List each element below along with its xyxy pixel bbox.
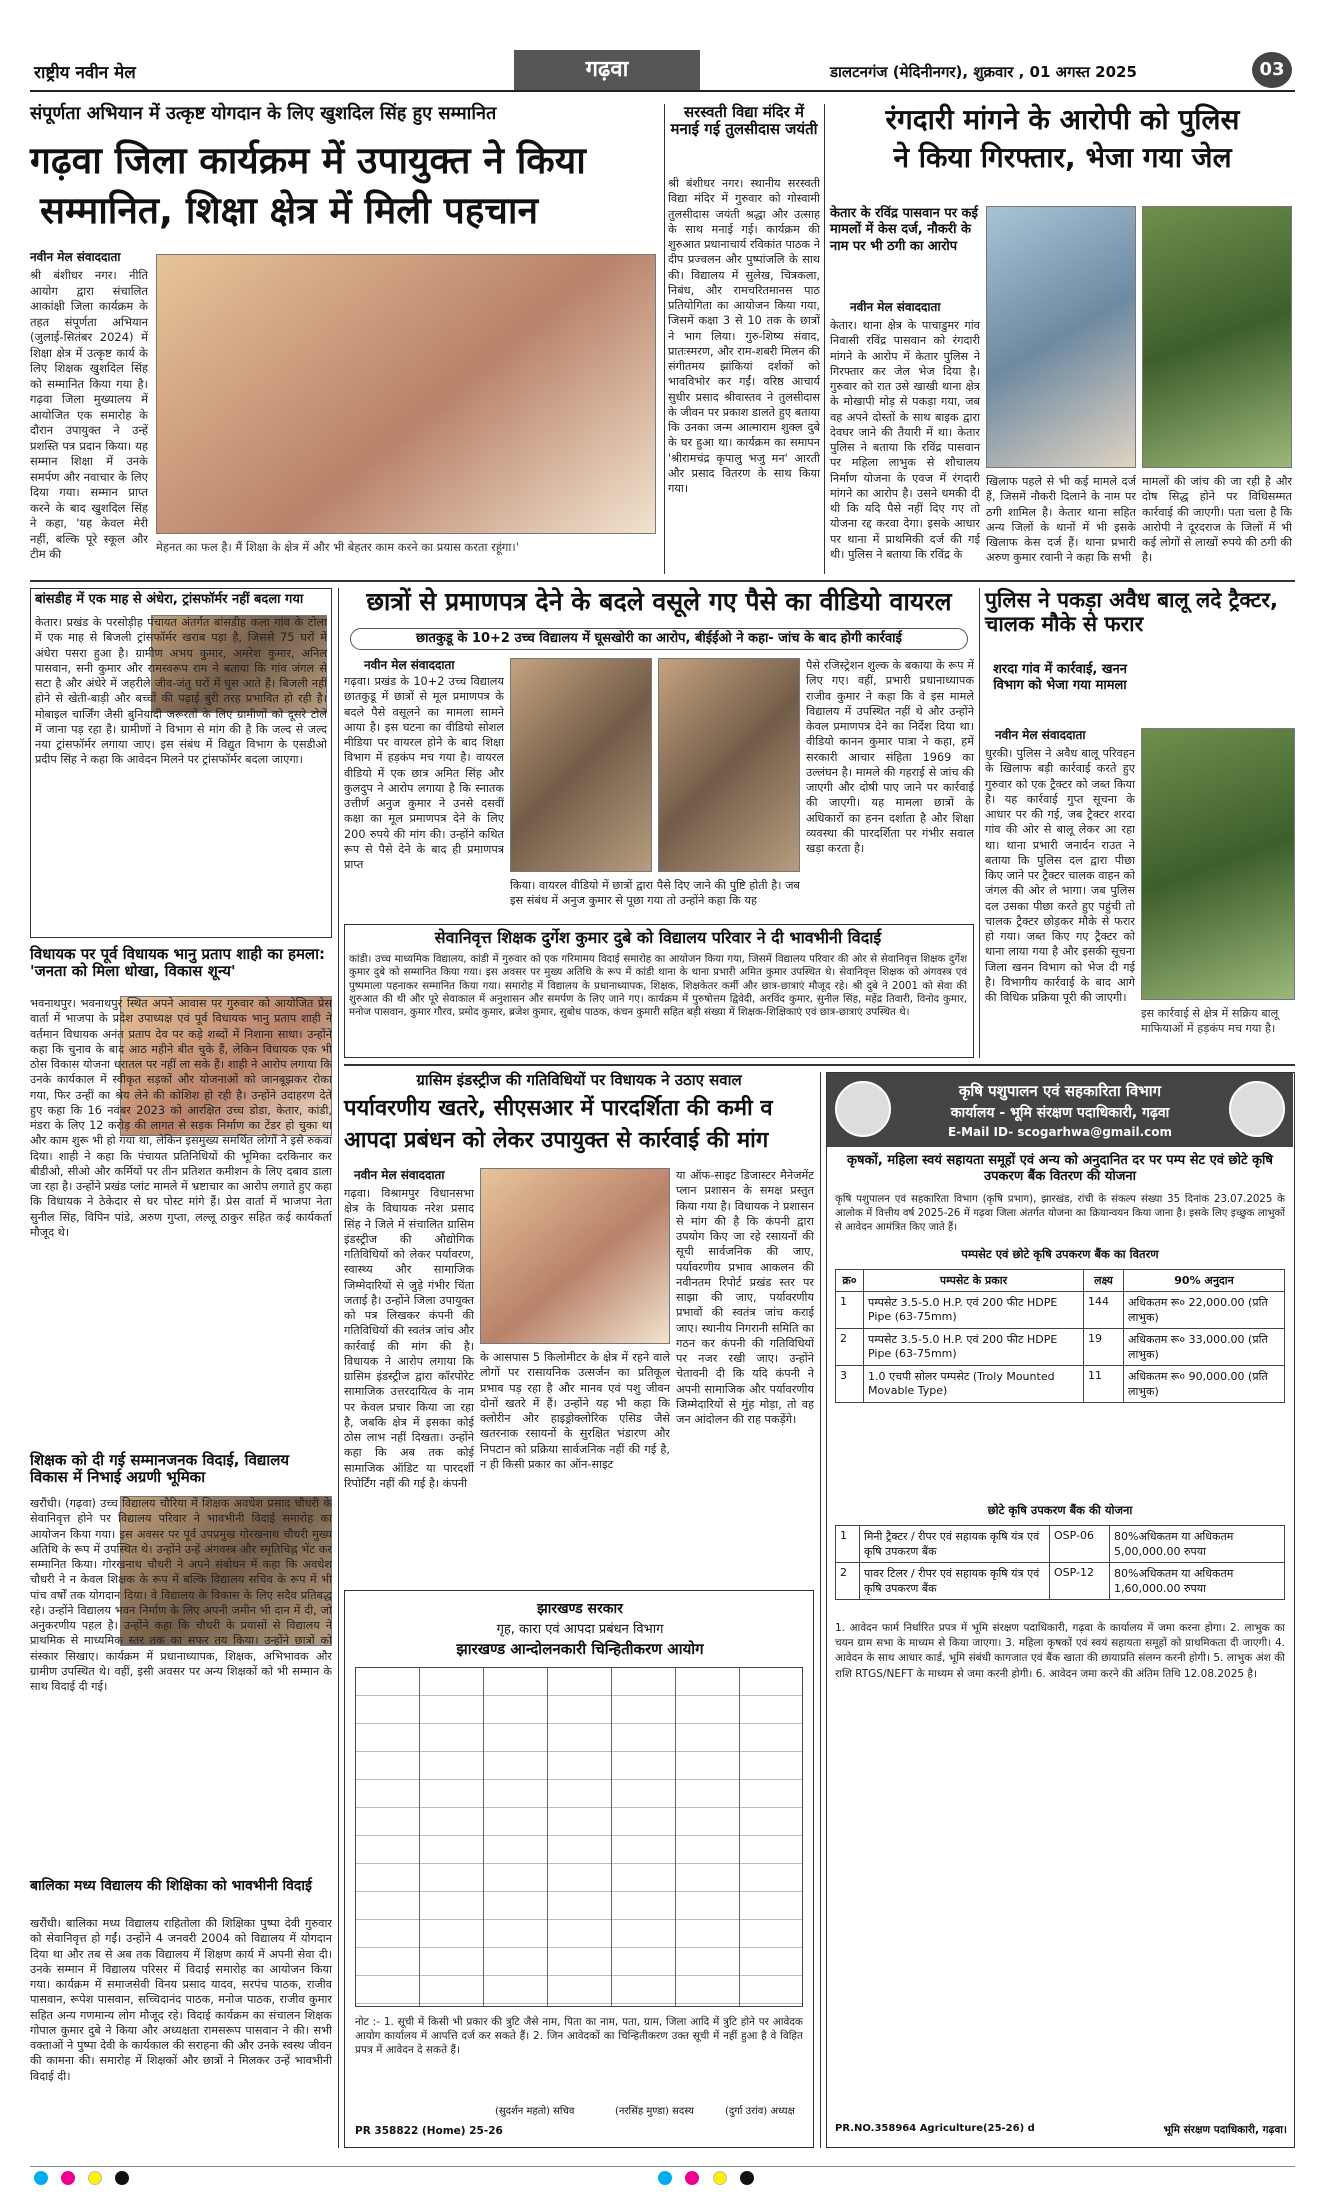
section-name: गढ़वा [514, 50, 700, 90]
paryavaran-headline-line1: पर्यावरणीय खतरे, सीएसआर में पारदर्शिता की कमी व [344, 1096, 773, 1121]
column-rule [824, 104, 825, 574]
paryavaran-headline-line2: आपदा प्रबंधन को लेकर उपायुक्त से कार्रवाई की मांग [344, 1128, 769, 1153]
pump-cell: अधिकतम रू० 33,000.00 (प्रति लाभुक) [1124, 1329, 1285, 1366]
pump-cell: अधिकतम रू० 22,000.00 (प्रति लाभुक) [1124, 1292, 1285, 1329]
bank-cell: पावर टिलर / रीपर एवं सहायक कृषि यंत्र एवं कृषि उपकरण बैंक [860, 1563, 1050, 1600]
bank-cell: 1 [836, 1526, 860, 1563]
lead-caption: मेहनत का फल है। मैं शिक्षा के क्षेत्र में और भी बेहतर काम करने का प्रयास करता रहूंगा।' [156, 540, 519, 554]
bank-cell: मिनी ट्रैक्टर / रीपर एवं सहायक कृषि यंत्र एवं कृषि उपकरण बैंक [860, 1526, 1050, 1563]
video-byline: नवीन मेल संवाददाता [364, 658, 455, 672]
transformer-story [30, 588, 332, 938]
notice-pr-number: PR 358822 (Home) 25-26 [355, 2125, 503, 2137]
lead-byline: नवीन मेल संवाददाता [30, 250, 121, 264]
lead-kicker: संपूर्णता अभियान में उत्कृष्ट योगदान के लिए खुशदिल सिंह हुए सम्मानित [30, 103, 497, 124]
table-row [836, 1292, 1285, 1329]
baalu-photo [1141, 728, 1295, 1000]
notice-table [355, 1667, 803, 2007]
notice-dept: गृह, कारा एवं आपदा प्रबंधन विभाग [496, 1622, 664, 1637]
dateline: डालटनगंज (मेदिनीनगर), शुक्रवार , 01 अगस्त 2025 [830, 63, 1137, 81]
krishi-bank-heading: छोटे कृषि उपकरण बैंक की योजना [987, 1503, 1133, 1517]
paryavaran-body-3: या ऑफ-साइट डिजास्टर मैनेजमेंट प्लान प्रशासन के समक्ष प्रस्तुत किया गया है। विधायक ने प्रशासन से मांग की है कि कंपनी द्वारा उपयोग किए जा रहे रसायनों की सूची सार्वजनिक की जाए, पर्यावरणीय प्रभाव आकलन की नवीनतम रिपोर्ट प्रखंड स्तर पर साझा की जाए, पर्यावरणीय प्रभावों की स्वतंत्र जांच कराई जाए। स्थानीय निगरानी समिति का गठन कर कंपनी की गतिविधियों पर नजर रखी जाए। उन्होंने चेतावनी दी कि यदि कंपनी ने अपनी सामाजिक और पर्यावरणीय जिम्मेदारियों से मुंह मोड़ा, तो वह जन आंदोलन की राह पकड़ेंगे। [676, 1169, 814, 1426]
pump-cell: 2 [836, 1329, 864, 1366]
pump-cell: 144 [1084, 1292, 1124, 1329]
pump-cell: 1 [836, 1292, 864, 1329]
section-rule [30, 580, 1295, 582]
saraswati-headline: सरस्वती विद्या मंदिर में मनाई गई तुलसीदास जयंती [670, 103, 818, 139]
baalu-caption: इस कार्रवाई से क्षेत्र में सक्रिय बालू माफियाओं में हड़कंप मच गया है। [1141, 1007, 1279, 1035]
govt-emblem-icon [835, 1081, 891, 1137]
rangdari-body-3: मामलों की जांच की जा रही है और दोष सिद्ध होने पर विधिसम्मत कार्रवाई की जाएगी। पता चला है कि आरोपी ने दूरदराज के जिलों में भी कई लोगों से लाखों रुपये की ठगी की है। [1142, 475, 1292, 565]
video-photo-student1 [510, 658, 652, 872]
lead-headline-line1: गढ़वा जिला कार्यक्रम में उपायुक्त ने किया [30, 139, 586, 182]
vidai2-story [30, 1878, 332, 2148]
bank-cell: OSP-06 [1050, 1526, 1110, 1563]
lead-photo [156, 254, 656, 534]
masthead [30, 50, 1295, 92]
bhanu-headline: विधायक पर पूर्व विधायक भानु प्रताप शाही का हमला: 'जनता को मिला धोखा, विकास शून्य' [30, 945, 325, 981]
rangdari-headline-line2: ने किया गिरफ्तार, भेजा गया जेल [893, 141, 1232, 174]
vidai2-headline: बालिका मध्य विद्यालय की शिक्षिका को भावभीनी विदाई [30, 1878, 312, 1894]
jharkhand-notice [344, 1590, 814, 2148]
paryavaran-body-2: के आसपास 5 किलोमीटर के क्षेत्र में रहने वाले लोगों पर रासायनिक उत्सर्जन का प्रतिकूल प्रभाव पड़ रहा है और मानव एवं पशु जीवन दोनों खतरे में हैं। उन्होंने यह भी कहा कि क्लोरीन और हाइड्रोक्लोरिक एसिड जैसे खतरनाक रसायनों के सुरक्षित भंडारण और निपटान को प्रक्रिया सार्वजनिक नहीं की गई है, न ही किसी प्रकार का ऑन-साइट [480, 1351, 670, 1471]
durgesh-headline: सेवानिवृत्त शिक्षक दुर्गेश कुमार दुबे को विद्यालय परिवार ने दी भावभीनी विदाई [434, 928, 882, 947]
registration-mark-icon [61, 2171, 75, 2185]
pump-col-no: क्र० [836, 1270, 864, 1292]
krishi-email: E-Mail ID- scogarhwa@gmail.com [947, 1125, 1173, 1139]
lead-story [30, 104, 660, 574]
baalu-headline: पुलिस ने पकड़ा अवैध बालू लदे ट्रैक्टर, चालक मौके से फरार [985, 588, 1278, 637]
transformer-body: केतार। प्रखंड के परसोड़ीह पंचायत अंतर्गत बांसडीह कला गांव के टोला में एक माह से बिजली ट्रांसफॉर्मर खराब पड़ा है, जिससे 75 घरों में अंधेरा पसरा हुआ है। ग्रामीण अभय कुमार, अमरेश कुमार, अनिल पासवान, सनी कुमार और रामस्वरूप राम ने बताया कि गांव जंगल से सटा है और अंधेरे में जहरीले जीव-जंतु घरों में घुस आते हैं। बिजली नहीं होने से खेती-बाड़ी और बच्चों की पढ़ाई बुरी तरह प्रभावित हो रही है। मोबाइल चार्जिंग जैसी बुनियादी जरूरतों के लिए ग्रामीणों को दूसरे टोले में जाना पड़ रहा है। ग्रामीणों ने विभाग से मांग की है कि जल्द से जल्द नया ट्रांसफॉर्मर लगाया जाए। इस संबंध में विद्युत विभाग के एसडीओ प्रदीप सिंह ने कहा कि आवेदन मिलने पर ट्रांसफॉर्मर बदला जाएगा। [35, 616, 327, 767]
durgesh-body: कांडी। उच्च माध्यमिक विद्यालय, कांडी में गुरुवार को एक गरिमामय विदाई समारोह का आयोजन किया गया, जिसमें विद्यालय परिवार की ओर से सेवानिवृत्त शिक्षक दुर्गेश कुमार दुबे को सम्मानित किया गया। इस अवसर पर मुख्य अतिथि के रूप में कांडी थाना के थाना प्रभारी अमित कुमार उपस्थित थे। सेवानिवृत्त शिक्षक को अंगवस्त्र एवं पुष्पमाला पहनाकर सम्मानित किया गया। समारोह में विद्यालय के प्रधानाध्यापक, शिक्षक, शिक्षकेतर कर्मी और छात्र-छात्राएं मौजूद रहे। श्री दुबे ने 2001 को सेवा की शुरुआत की थी और पूरे सेवाकाल में अनुशासन और समर्पण के लिए जाने गए। कार्यक्रम में पुरुषोत्तम द्विवेदी, अरविंद कुमार, सुनील सिंह, महेंद्र तिवारी, विनोद कुमार, मनोज पासवान, कुमार गौरव, प्रमोद कुमार, ब्रजेश कुमार, सुबोध पाठक, कंचन कुमारी सहित बड़ी संख्या में शिक्षक-शिक्षिकाएं एवं छात्र-छात्राएं उपस्थित थे। [349, 954, 967, 1018]
paryavaran-body: गढ़वा। विश्रामपुर विधानसभा क्षेत्र के विधायक नरेश प्रसाद सिंह ने जिले में संचालित ग्रासिम इंडस्ट्रीज की औद्योगिक गतिविधियों को लेकर पर्यावरण, स्वास्थ्य और सामाजिक जिम्मेदारियों से जुड़े गंभीर चिंता जताई है। उन्होंने जिला उपायुक्त को पत्र लिखकर कंपनी की गतिविधियों की स्वतंत्र जांच और कार्रवाई की मांग की है। विधायक ने आरोप लगाया कि ग्रासिम इंडस्ट्रीज द्वारा कॉरपोरेट सामाजिक उत्तरदायित्व के नाम पर केवल प्रचार किया जा रहा है, जबकि क्षेत्र में इसका कोई ठोस लाभ नहीं दिखता। उन्होंने कहा कि अब तक कोई सामाजिक ऑडिट या पारदर्शी रिपोर्टिंग नहीं की गई है। कंपनी [344, 1187, 474, 1490]
registration-mark-icon [34, 2171, 48, 2185]
lead-headline-line2: सम्मानित, शिक्षा क्षेत्र में मिली पहचान [40, 189, 539, 232]
paryavaran-kicker: ग्रासिम इंडस्ट्रीज की गतिविधियों पर विधायक ने उठाए सवाल [416, 1071, 742, 1089]
pump-cell: पम्पसेट 3.5-5.0 H.P. एवं 200 फीट HDPE Pipe (63-75mm) [864, 1329, 1084, 1366]
section-rule [344, 1064, 1295, 1066]
page-number: 03 [1252, 52, 1292, 88]
krishi-office: कार्यालय - भूमि संरक्षण पदाधिकारी, गढ़वा [950, 1105, 1170, 1121]
baalu-byline: नवीन मेल संवाददाता [995, 728, 1086, 742]
print-color-bar [30, 2166, 1295, 2186]
rangdari-body-2: खिलाफ पहले से भी कई मामले दर्ज हैं, जिसमें नौकरी दिलाने के नाम पर ठगी शामिल है। केतार थाना सहित अन्य जिलों के थानों में भी इसके खिलाफ केस दर्ज हैं। थाना प्रभारी अरुण कुमार रवानी ने कहा कि सभी [986, 475, 1136, 565]
bank-cell: 2 [836, 1563, 860, 1600]
paryavaran-story [344, 1072, 814, 1582]
registration-mark-icon [740, 2171, 754, 2185]
notice-commission: झारखण्ड आन्दोलनकारी चिन्हितीकरण आयोग [456, 1640, 704, 1658]
bank-cell: OSP-12 [1050, 1563, 1110, 1600]
pump-cell: अधिकतम रू० 90,000.00 (प्रति लाभुक) [1124, 1366, 1285, 1403]
krishi-pump-heading: पम्पसेट एवं छोटे कृषि उपकरण बैंक का वितरण [961, 1247, 1159, 1261]
video-deck: छातकुडू के 10+2 उच्च विद्यालय में घूसखोरी का आरोप, बीईईओ ने कहा- जांच के बाद होगी कार्रवाई [350, 628, 968, 650]
bank-table [835, 1525, 1285, 1600]
rangdari-byline: नवीन मेल संवाददाता [850, 300, 941, 314]
pump-cell: 1.0 एचपी सोलर पम्पसेट (Troly Mounted Movable Type) [864, 1366, 1084, 1403]
video-headline: छात्रों से प्रमाणपत्र देने के बदले वसूले गए पैसे का वीडियो वायरल [366, 587, 952, 616]
pump-cell: 3 [836, 1366, 864, 1403]
registration-mark-icon [115, 2171, 129, 2185]
krishi-scheme-title: कृषकों, महिला स्वयं सहायता समूहों एवं अन्य को अनुदानित दर पर पम्प सेट एवं छोटे कृषि उपकरण बैंक वितरण की योजना [847, 1153, 1273, 1185]
bank-cell: 80%अधिकतम या अधिकतम 1,60,000.00 रुपया [1110, 1563, 1285, 1600]
table-row [836, 1366, 1285, 1403]
rangdari-body: केतार। थाना क्षेत्र के पाचाडुमर गांव निवासी रविंद्र पासवान को रंगदारी मांगने के आरोप में केतार पुलिस ने गिरफ्तार कर जेल भेज दिया है। गुरुवार को रात उसे खाखी थाना क्षेत्र के मोखापी मोड़ से पकड़ा गया, जब वह अपने दोस्तों के साथ बाइक द्वारा देवघर जाने की तैयारी में था। केतार पुलिस ने बताया कि रविंद्र पासवान पर महिला लाभुक से शौचालय निर्माण योजना के एवज में रंगदारी मांगने का आरोप है। उसने धमकी दी थी कि यदि पैसे नहीं दिए गए तो योजना रद्द करवा देगा। इसके आधार पर थाना में प्राथमिकी दर्ज की गई थी। पुलिस ने बताया कि रविंद्र के [830, 319, 980, 561]
pump-col-grant: 90% अनुदान [1124, 1270, 1285, 1292]
video-photo-student2 [658, 658, 800, 872]
vidai1-story [30, 1452, 332, 1872]
table-row [836, 1563, 1285, 1600]
rangdari-photo-accused [986, 206, 1136, 468]
baalu-deck: शरदा गांव में कार्रवाई, खनन विभाग को भेजा गया मामला [993, 662, 1127, 694]
krishi-notice [826, 1072, 1295, 2148]
paryavaran-byline: नवीन मेल संवाददाता [354, 1168, 445, 1182]
baalu-story [985, 588, 1295, 1058]
pump-table [835, 1269, 1285, 1403]
vidai1-body: खरौंधी। (गढ़वा) उच्च विद्यालय चौरिया में शिक्षक अवधेश प्रसाद चौधरी के सेवानिवृत्त होने पर विद्यालय परिवार ने भावभीनी विदाई समारोह का आयोजन किया गया। इस अवसर पर पूर्व उपप्रमुख गोरखनाथ चौधरी मुख्य अतिथि के रूप में उपस्थित थे। उन्होंने उन्हें अंगवस्त्र और स्मृतिचिह्न भेंट कर सम्मानित किया। गोरखनाथ चौधरी ने अपने संबोधन में कहा कि अवधेश चौधरी ने न केवल शिक्षक के रूप में बल्कि विद्यालय सचिव के रूप में भी पांच वर्षों तक योगदान दिया। वे विद्यालय के विकास के लिए सदैव प्रतिबद्ध रहे। उन्होंने विद्यालय भवन निर्माण के लिए अपनी जमीन भी दान में दी, जो अनुकरणीय पहल है। उन्होंने कहा कि चौधरी के प्रयासों से विद्यालय ने प्राथमिक से माध्यमिक स्तर तक का सफर तय किया। उन्होंने छात्रों को संस्कार सिखाए। कार्यक्रम में प्रधानाध्यापक, शिक्षक, अभिभावक और ग्रामीण उपस्थित थे। वहीं, इसी अवसर पर अन्य शिक्षकों को भी सम्मान के साथ विदाई दी गई। [30, 1497, 332, 1693]
jharkhand-logo-icon [1229, 1081, 1285, 1137]
column-rule [664, 104, 665, 574]
krishi-intro: कृषि पशुपालन एवं सहकारिता विभाग (कृषि प्रभाग), झारखंड, रांची के संकल्प संख्या 35 दिनांक 23.07.2025 के आलोक में वित्तीय वर्ष 2025-26 में गढ़वा जिला अंतर्गत योजना का क्रियान्वयन किया जाना है। इसके लिए इच्छुक लाभुकों से आवेदन आमंत्रित किए जाते हैं। [835, 1194, 1285, 1233]
rangdari-photo-police [1142, 206, 1292, 468]
bhanu-story [30, 946, 332, 1446]
pump-cell: 19 [1084, 1329, 1124, 1366]
rangdari-story [830, 104, 1295, 574]
durgesh-story [344, 924, 974, 1058]
transformer-headline: बांसडीह में एक माह से अंधेरा, ट्रांसफॉर्मर नहीं बदला गया [35, 592, 304, 607]
krishi-dept: कृषि पशुपालन एवं सहकारिता विभाग [958, 1082, 1162, 1100]
notice-sign-left: (सुदर्शन महतो) सचिव [495, 2106, 575, 2117]
vidai2-body: खरौंधी। बालिका मध्य विद्यालय राहितोला की शिक्षिका पुष्पा देवी गुरुवार को सेवानिवृत्त हो गईं। उन्होंने 4 जनवरी 2004 को विद्यालय में योगदान दिया था और तब से अब तक विद्यालय में शिक्षण कार्य में अपनी सेवा दी। उनके सम्मान में विद्यालय परिसर में विदाई समारोह का आयोजन किया गया। कार्यक्रम में समाजसेवी विनय प्रसाद यादव, सरपंच पाठक, राजीव पासवान, रूपेश पासवान, सच्चिदानंद पाठक, मनोज पाठक, राजीव कुमार सहित अन्य गणमान्य लोग मौजूद रहे। विदाई कार्यक्रम का संचालन शिक्षक गोपाल कुमार दुबे ने किया और अध्यक्षता रामसरूप पासवान ने की। सभी वक्ताओं ने पुष्पा देवी के कार्यकाल की सराहना की और उनके स्वस्थ जीवन की कामना की। समारोह में शिक्षकों और छात्रों ने मिलकर उन्हें भावभीनी विदाई दी। [30, 1917, 332, 2083]
rangdari-headline-line1: रंगदारी मांगने के आरोपी को पुलिस [885, 103, 1240, 136]
registration-mark-icon [658, 2171, 672, 2185]
notice-gov: झारखण्ड सरकार [537, 1601, 623, 1617]
paryavaran-photo-mla [480, 1168, 670, 1344]
krishi-conditions: 1. आवेदन फार्म निर्धारित प्रपत्र में भूमि संरक्षण पदाधिकारी, गढ़वा के कार्यालय में जमा करना होगा। 2. लाभुक का चयन ग्राम सभा के माध्यम से किया जाएगा। 3. महिला कृषकों एवं स्वयं सहायता समूहों को प्राथमिकता दी जाएगी। 4. आवेदन के साथ आधार कार्ड, भूमि संबंधी कागजात एवं बैंक खाता की छायाप्रति संलग्न करनी होगी। 5. लाभुक अंश की राशि RTGS/NEFT के माध्यम से जमा करनी होगी। 6. आवेदन जमा करने की अंतिम तिथि 12.08.2025 है। [835, 1622, 1285, 1680]
notice-footer-note: नोट :- 1. सूची में किसी भी प्रकार की त्रुटि जैसे नाम, पिता का नाम, पता, ग्राम, जिला आदि में त्रुटि होने पर आवेदक आयोग कार्यालय में आपत्ति दर्ज कर सकते हैं। 2. जिन आवेदकों का चिन्हितीकरण उक्त सूची में नहीं हुआ है वे विहित प्रपत्र में आवेदन दे सकते हैं। [355, 2016, 803, 2057]
bank-cell: 80%अधिकतम या अधिकतम 5,00,000.00 रुपया [1110, 1526, 1285, 1563]
bhanu-body: भवनाथपुर। भवनाथपुर स्थित अपने आवास पर गुरुवार को आयोजित प्रेस वार्ता में भाजपा के प्रदेश उपाध्यक्ष एवं पूर्व विधायक भानु प्रताप शाही ने वर्तमान विधायक अनंत प्रताप देव पर कड़े शब्दों में निशाना साधा। उन्होंने कहा कि चुनाव के बाद आठ महीने बीत चुके हैं, लेकिन विधायक एक भी ठोस विकास योजना धरातल पर नहीं ला सके हैं। शाही ने आरोप लगाया कि उनके कार्यकाल में स्वीकृत सड़कों और योजनाओं को जानबूझकर रोका गया, फिर उन्हीं का श्रेय लेने की कोशिश हो रही है। उन्होंने उदाहरण देते हुए कहा कि 16 नवंबर 2023 को आरक्षित उच्च डोडा, केतार, कांडी, मंडरा के लिए 12 करोड़ की लागत से सड़क निर्माण का टेंडर हो चुका था और काम शुरू भी हो गया था, लेकिन इसमुख्य समर्थित लोगों ने इसे रुकवा दिया। शाही ने कहा कि पंचायत प्रतिनिधियों की भूमिका दरकिनार कर बीडीओ, सीओ और कर्मियों पर तीन प्रतिशत कमीशन के लिए दबाव डाला जा रहा है। उन्होंने प्रखंड प्लांट मामले में भ्रष्टाचार का आरोप लगाते हुए कहा कि विधायक ने ठेकेदार से घर पोस्ट मांगे हैं। प्रेस वार्ता में भाजपा नेता सुनील सिंह, विपिन पांडे, अरुण गुप्ता, लल्लू ठाकुर सहित कई कार्यकर्ता मौजूद थे। [30, 997, 332, 1239]
krishi-header [827, 1073, 1293, 1147]
video-body-3: पैसे रजिस्ट्रेशन शुल्क के बकाया के रूप में लिए गए। वहीं, प्रभारी प्रधानाध्यापक राजीव कुमार ने कहा कि वे इस मामले विद्यालय में उपस्थित नहीं थे और उन्होंने केवल प्रमाणपत्र देने का निर्देश दिया था। वीडियो कानन कुमार पात्रा ने कहा, हमें सरकारी आचार संहिता 1969 का उल्लंघन है। मामले की गहराई से जांच की जाएगी और दोषी पाए जाने पर कार्रवाई की जाएगी। यह मामला छात्रों के अधिकारों का हनन दर्शाता है और शिक्षा व्यवस्था की पारदर्शिता पर गंभीर सवाल खड़ा करता है। [806, 659, 974, 855]
video-body: गढ़वा। प्रखंड के 10+2 उच्च विद्यालय छातकुडू में छात्रों से मूल प्रमाणपत्र के बदले पैसे वसूलने का मामला सामने आया है। इस घटना का वीडियो सोशल मीडिया पर वायरल होने के बाद शिक्षा विभाग में हड़कंप मच गया है। वायरल वीडियो में एक छात्र अमित सिंह और कुलदुप ने आरोप लगाया है कि स्नातक उत्तीर्ण अनुज कुमार ने उनसे दसवीं कक्षा का मूल प्रमाणपत्र देने के लिए 200 रुपये की मांग की। उन्होंने कथित रूप से पैसे देने के बाद ही प्रमाणपत्र प्राप्त [344, 675, 504, 871]
column-rule [338, 588, 339, 2148]
paper-name: राष्ट्रीय नवीन मेल [34, 63, 136, 83]
krishi-pr-number: PR.NO.358964 Agriculture(25-26) d [835, 2123, 1035, 2134]
column-rule [820, 1072, 821, 2148]
notice-sign-mid: (नरसिंह मुण्डा) सदस्य [615, 2106, 694, 2117]
video-story [344, 588, 974, 918]
baalu-body: धुरकी। पुलिस ने अवैध बालू परिवहन के खिलाफ बड़ी कार्रवाई करते हुए गुरुवार को एक ट्रैक्टर को जब्त किया है। यह कार्रवाई गुप्त सूचना के आधार पर की गई, जब ट्रैक्टर शरदा गांव की ओर से बालू लेकर आ रहा था। थाना प्रभारी जनार्दन राउत ने बताया कि पुलिस दल द्वारा पीछा किए जाने पर ट्रैक्टर चालक वाहन को जंगल की ओर ले भागा। जब पुलिस दल उसका पीछा करते हुए पहुंची तो चालक ट्रैक्टर छोड़कर मौके से फरार हो गया। जब्त किए गए ट्रैक्टर को थाना लाया गया है और इसकी सूचना जिला खनन विभाग को भेज दी गई है। विभागीय कार्रवाई के बाद आगे की विधिक प्रक्रिया पूरी की जाएगी। [985, 747, 1135, 1004]
rangdari-deck: केतार के रविंद्र पासवान पर कई मामलों में केस दर्ज, नौकरी के नाम पर भी ठगी का आरोप [830, 206, 978, 254]
lead-body: श्री बंशीधर नगर। नीति आयोग द्वारा संचालित आकांक्षी जिला कार्यक्रम के तहत संपूर्णता अभियान (जुलाई-सितंबर 2024) में शिक्षा क्षेत्र में उत्कृष्ट कार्य के लिए शिक्षक खुशदिल सिंह को सम्मानित किया गया है। गढ़वा जिला मुख्यालय में आयोजित एक समारोह के दौरान उपायुक्त ने उन्हें प्रशस्ति पत्र प्रदान किया। यह सम्मान शिक्षा में उनके समर्पण और नवाचार के लिए दिया गया। सम्मान प्राप्त करने के बाद खुशदिल सिंह ने कहा, 'यह केवल मेरी नहीं, बल्कि पूरे स्कूल और टीम की [30, 268, 148, 562]
column-rule [979, 588, 980, 1058]
vidai1-headline: शिक्षक को दी गई सम्मानजनक विदाई, विद्यालय विकास में निभाई अग्रणी भूमिका [30, 1451, 290, 1487]
saraswati-story [668, 104, 820, 574]
pump-col-units: लक्ष्य [1084, 1270, 1124, 1292]
registration-mark-icon [685, 2171, 699, 2185]
pump-cell: पम्पसेट 3.5-5.0 H.P. एवं 200 फीट HDPE Pipe (63-75mm) [864, 1292, 1084, 1329]
video-body-2: किया। वायरल वीडियो में छात्रों द्वारा पैसे दिए जाने की पुष्टि होती है। जब इस संबंध में अनुज कुमार से पूछा गया तो उन्होंने कहा कि यह [510, 879, 800, 908]
krishi-signatory: भूमि संरक्षण पदाधिकारी, गढ़वा। [1163, 2124, 1287, 2136]
pump-col-item: पम्पसेट के प्रकार [864, 1270, 1084, 1292]
pump-cell: 11 [1084, 1366, 1124, 1403]
saraswati-body: श्री बंशीधर नगर। स्थानीय सरस्वती विद्या मंदिर में गुरुवार को गोस्वामी तुलसीदास जयंती श्रद्धा और उत्साह के साथ मनाई गई। कार्यक्रम की शुरुआत प्रधानाचार्य रविकांत पाठक ने दीप प्रज्वलन और पुष्पांजलि के साथ की। विद्यालय में सुलेख, चित्रकला, निबंध, और रामचरितमानस पाठ प्रतियोगिता का आयोजन किया गया, जिसमें कक्षा 3 से 10 तक के छात्रों ने भाग लिया। गुरु-शिष्य संवाद, प्रातःस्मरण, और राम-शबरी मिलन की संगीतमय झांकियां दर्शकों को भावविभोर कर गईं। वरिष्ठ आचार्य सुधीर प्रसाद श्रीवास्तव ने तुलसीदास के जीवन पर प्रकाश डालते हुए बताया कि उनका जन्म आत्माराम शुक्ल दुबे के घर हुआ था। कार्यक्रम का समापन 'श्रीरामचंद्र कृपालु भजु मन' आरती और प्रसाद वितरण के साथ किया गया। [668, 177, 820, 495]
registration-mark-icon [88, 2171, 102, 2185]
table-row [836, 1329, 1285, 1366]
table-row [836, 1526, 1285, 1563]
registration-mark-icon [713, 2171, 727, 2185]
notice-sign-right: (दुर्गा उरांव) अध्यक्ष [725, 2106, 795, 2117]
